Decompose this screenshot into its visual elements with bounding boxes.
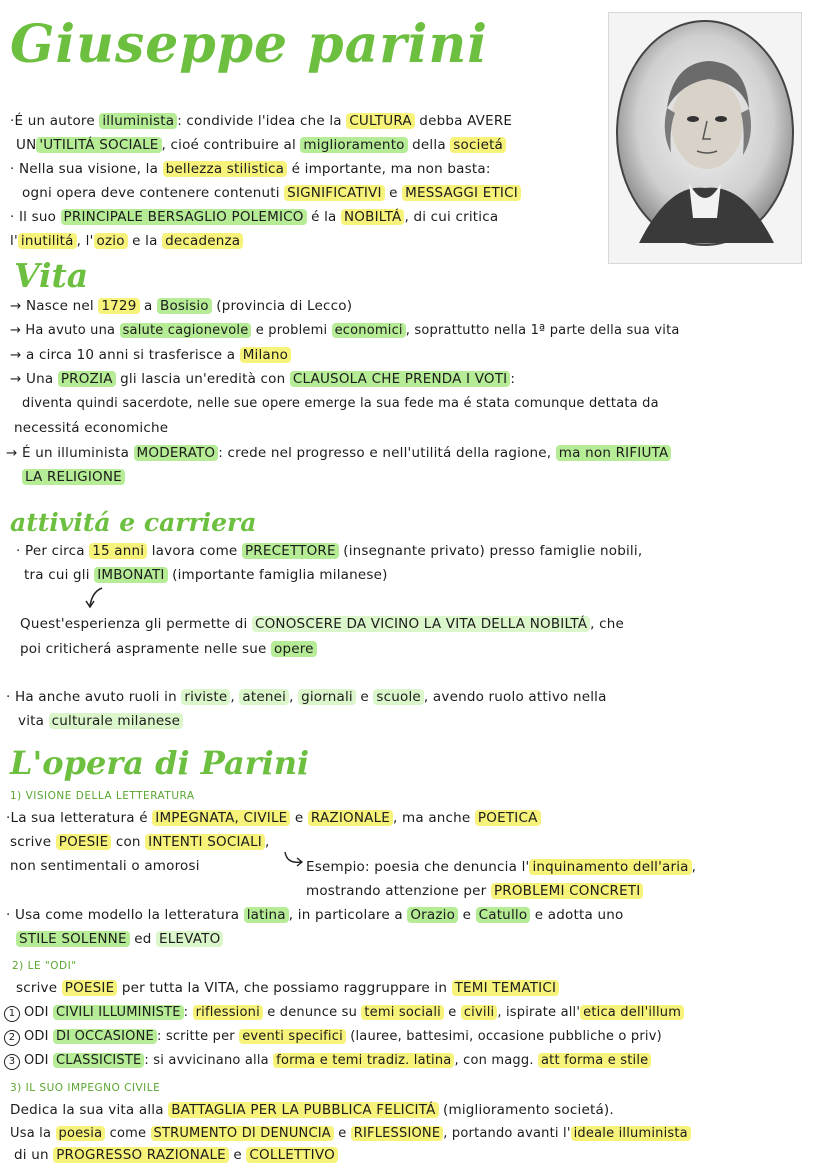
attivita-line-5: · Ha anche avuto ruoli in riviste , atenei , giornali e scuole , avendo ruolo attivo nella — [6, 689, 607, 705]
attivita-line-3: Quest'esperienza gli permette di CONOSCERE DA VICINO LA VITA DELLA NOBILTÁ , che — [20, 616, 625, 632]
opera-line-5: · Usa come modello la letteratura latina , in particolare a Orazio e Catullo e adotta uno — [6, 907, 624, 923]
intro-line-6: l' inutilitá , l' ozio e la decadenza — [10, 233, 243, 249]
vita-line-8: LA RELIGIONE — [22, 469, 125, 485]
attivita-line-1: · Per circa 15 anni lavora come PRECETTORE (insegnante privato) presso famiglie nobili, — [16, 543, 643, 559]
vita-heading: Vita — [14, 256, 89, 295]
vita-line-2: → Ha avuto una salute cagionevole e problemi economici , soprattutto nella 1ª parte della sua vita — [10, 323, 680, 338]
vita-line-6: necessitá economiche — [14, 420, 169, 436]
opera-line-10: di un PROGRESSO RAZIONALE e COLLETTIVO — [14, 1147, 338, 1163]
attivita-heading: attivitá e carriera — [10, 508, 257, 537]
opera-line-8: Dedica la sua vita alla BATTAGLIA PER LA PUBBLICA FELICITÁ (miglioramento societá). — [10, 1102, 614, 1118]
opera-line-2: scrive POESIE con INTENTI SOCIALI , — [10, 834, 270, 850]
hook-arrow-icon — [283, 850, 305, 870]
odi-line-1: 1 ODI CIVILI ILLUMINISTE : riflessioni e denunce su temi sociali e civili , ispirate all' etica dell'illum — [4, 1005, 684, 1022]
intro-line-4: ogni opera deve contenere contenuti SIGNIFICATIVI e MESSAGGI ETICI — [22, 185, 521, 201]
attivita-line-6: vita culturale milanese — [18, 713, 183, 729]
odi-line-3: 3 ODI CLASSICISTE : si avvicinano alla forma e temi tradiz. latina , con magg. att forma e stile — [4, 1053, 651, 1070]
attivita-line-4: poi criticherá aspramente nelle sue opere — [20, 641, 317, 657]
vita-line-4: → Una PROZIA gli lascia un'eredità con CLAUSOLA CHE PRENDA I VOTI : — [10, 371, 516, 387]
vita-line-3: → a circa 10 anni si trasferisce a Milano — [10, 347, 291, 363]
opera-subheading-3: 3) IL SUO IMPEGNO CIVILE — [10, 1082, 161, 1094]
intro-line-1: ·É un autore illuminista : condivide l'idea che la CULTURA debba AVERE — [10, 113, 513, 129]
curved-arrow-icon — [84, 586, 106, 610]
vita-line-7: → É un illuminista MODERATO : crede nel progresso e nell'utilitá della ragione, ma non RIFIUTA — [6, 445, 671, 461]
opera-line-3b: Esempio: poesia che denuncia l' inquinamento dell'aria , — [306, 859, 697, 875]
vita-line-5: diventa quindi sacerdote, nelle sue opere emerge la sua fede ma é stata comunque dettata da — [22, 396, 659, 411]
vita-line-1: → Nasce nel 1729 a Bosisio (provincia di Lecco) — [10, 298, 353, 314]
opera-subheading-2: 2) LE "ODI" — [12, 960, 77, 972]
opera-subheading-1: 1) VISIONE DELLA LETTERATURA — [10, 790, 195, 802]
page-title: Giuseppe parini — [10, 14, 488, 75]
opera-heading: L'opera di Parini — [10, 744, 310, 782]
intro-line-5: · Il suo PRINCIPALE BERSAGLIO POLEMICO é la NOBILTÁ , di cui critica — [10, 209, 499, 225]
opera-line-7: scrive POESIE per tutta la VITA, che possiamo raggruppare in TEMI TEMATICI — [16, 980, 559, 996]
opera-line-6: STILE SOLENNE ed ELEVATO — [16, 931, 223, 947]
intro-line-2: UN 'UTILITÁ SOCIALE , cioé contribuire al miglioramento della societá — [16, 137, 506, 153]
opera-line-3: non sentimentali o amorosi — [10, 858, 200, 874]
portrait-drawing — [609, 13, 801, 263]
intro-line-3: · Nella sua visione, la bellezza stilistica é importante, ma non basta: — [10, 161, 491, 177]
odi-line-2: 2 ODI DI OCCASIONE : scritte per eventi specifici (lauree, battesimi, occasione pubbliche o priv) — [4, 1029, 662, 1046]
attivita-line-2: tra cui gli IMBONATI (importante famiglia milanese) — [24, 567, 388, 583]
opera-line-9: Usa la poesia come STRUMENTO DI DENUNCIA e RIFLESSIONE , portando avanti l' ideale illuminista — [10, 1126, 691, 1141]
opera-line-4: mostrando attenzione per PROBLEMI CONCRETI — [306, 883, 643, 899]
opera-line-1: ·La sua letteratura é IMPEGNATA, CIVILE e RAZIONALE , ma anche POETICA — [6, 810, 541, 826]
portrait-image — [608, 12, 802, 264]
